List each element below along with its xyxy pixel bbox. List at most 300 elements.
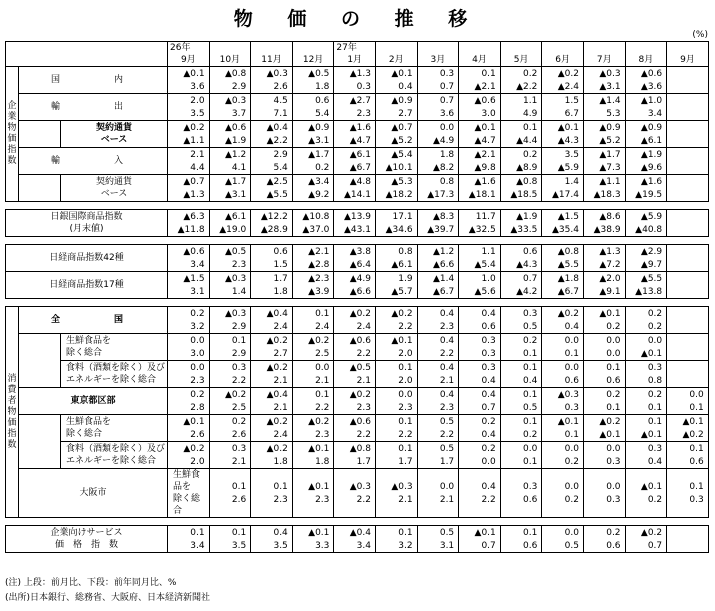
value-cell <box>292 415 334 442</box>
value-bottom: 0.1 <box>689 403 704 413</box>
value-cell <box>334 245 376 272</box>
value-top: 0.0 <box>439 482 455 492</box>
value-cell <box>251 94 293 121</box>
value-bottom: ▲1.1 <box>183 136 205 146</box>
header-month: 8月 <box>638 55 654 65</box>
value-bottom: 2.2 <box>231 376 247 386</box>
value-cell <box>375 442 417 469</box>
value-top: ▲0.3 <box>391 482 413 492</box>
value-bottom: 2.1 <box>439 495 455 505</box>
value-top: ▲3.4 <box>308 177 330 187</box>
value-top <box>667 361 704 374</box>
value-top: ▲6.3 <box>183 212 205 222</box>
value-top: 0.1 <box>398 417 413 427</box>
value-bottom: 2.1 <box>398 495 413 505</box>
value-top: ▲1.6 <box>474 177 496 187</box>
value-bottom: ▲34.6 <box>385 225 413 235</box>
value-bottom: 2.6 <box>231 430 247 440</box>
value-bottom: 2.2 <box>439 349 455 359</box>
value-top: 0.8 <box>439 177 455 187</box>
value-top: ▲0.9 <box>599 123 621 133</box>
value-bottom: 0.2 <box>647 495 663 505</box>
indent-cell <box>19 121 61 148</box>
value-bottom: 3.4 <box>190 541 205 551</box>
value-cell <box>292 121 334 148</box>
value-top: 0.3 <box>439 69 455 79</box>
value-cell <box>542 148 584 175</box>
value-top: 0.2 <box>647 309 663 319</box>
value-bottom: ▲4.4 <box>516 136 538 146</box>
value-top <box>667 67 704 80</box>
value-top: 0.0 <box>606 336 621 346</box>
value-top: 0.3 <box>481 336 496 346</box>
value-top: 0.2 <box>481 444 496 454</box>
value-cell <box>459 307 501 334</box>
value-bottom: ▲8.9 <box>516 163 538 173</box>
value-cell <box>542 272 584 299</box>
value-cell <box>500 121 542 148</box>
value-top: ▲0.2 <box>308 336 330 346</box>
value-cell <box>251 415 293 442</box>
value-top: ▲2.7 <box>349 96 371 106</box>
column-header <box>209 42 251 67</box>
value-cell <box>209 245 251 272</box>
value-cell <box>459 526 501 553</box>
row-t_shokuryo <box>6 442 709 469</box>
value-top: ▲0.1 <box>682 417 704 427</box>
value-cell <box>168 361 210 388</box>
value-top: ▲0.2 <box>640 528 663 538</box>
value-top: 1.8 <box>439 150 455 160</box>
value-bottom: 2.5 <box>231 403 247 413</box>
value-top: ▲0.2 <box>224 390 247 400</box>
value-bottom: ▲28.9 <box>260 225 288 235</box>
value-bottom: 3.6 <box>190 82 205 92</box>
value-bottom: 0.7 <box>439 82 455 92</box>
value-cell <box>542 210 584 237</box>
value-bottom <box>667 134 704 147</box>
value-cell <box>375 334 417 361</box>
value-cell <box>667 210 709 237</box>
value-bottom: ▲2.8 <box>308 260 330 270</box>
column-header <box>667 42 709 67</box>
header-year <box>293 42 334 54</box>
value-bottom: ▲9.1 <box>599 287 621 297</box>
value-top: ▲0.6 <box>349 417 371 427</box>
value-top: ▲2.5 <box>266 177 288 187</box>
value-top: ▲1.2 <box>224 150 247 160</box>
value-bottom: 2.9 <box>231 82 247 92</box>
column-header <box>583 42 625 67</box>
value-bottom <box>667 80 704 93</box>
value-bottom: 1.7 <box>356 457 371 467</box>
value-cell <box>459 469 501 518</box>
value-top: 0.0 <box>439 123 455 133</box>
value-cell <box>375 245 417 272</box>
value-cell <box>583 334 625 361</box>
value-cell <box>667 94 709 121</box>
value-cell <box>667 334 709 361</box>
value-cell <box>542 94 584 121</box>
value-cell <box>417 148 459 175</box>
value-top: ▲0.2 <box>183 123 205 133</box>
value-cell <box>168 121 210 148</box>
value-top: ▲8.3 <box>432 212 455 222</box>
value-bottom: ▲18.5 <box>510 190 538 200</box>
value-bottom: ▲6.4 <box>349 260 371 270</box>
value-bottom: ▲1.3 <box>183 190 205 200</box>
value-cell <box>500 94 542 121</box>
value-bottom: 0.3 <box>606 495 621 505</box>
value-cell <box>459 67 501 94</box>
value-cell <box>292 272 334 299</box>
value-bottom: 0.3 <box>356 82 371 92</box>
value-top: ▲0.8 <box>516 177 538 187</box>
value-bottom: ▲0.1 <box>640 430 663 440</box>
value-cell <box>667 469 709 518</box>
value-cell <box>292 94 334 121</box>
value-cell <box>334 94 376 121</box>
value-bottom: 0.4 <box>523 376 538 386</box>
header-year: 26年 <box>170 43 191 53</box>
value-top: ▲6.1 <box>224 212 247 222</box>
value-top: ▲0.9 <box>640 123 663 133</box>
value-cell <box>251 307 293 334</box>
value-bottom: ▲14.1 <box>344 190 371 200</box>
value-cell <box>168 210 210 237</box>
indent-cell <box>19 175 61 202</box>
value-cell <box>168 334 210 361</box>
value-bottom: ▲5.2 <box>391 136 413 146</box>
value-bottom: 0.6 <box>523 541 538 551</box>
value-cell <box>209 388 251 415</box>
value-bottom: 0.6 <box>606 376 621 386</box>
value-cell <box>500 210 542 237</box>
value-bottom <box>667 188 704 201</box>
value-cell <box>292 388 334 415</box>
value-cell <box>417 388 459 415</box>
value-bottom: 1.7 <box>398 457 413 467</box>
value-bottom: 2.1 <box>273 403 288 413</box>
value-cell <box>375 148 417 175</box>
value-bottom: 0.7 <box>647 541 663 551</box>
value-cell <box>209 526 251 553</box>
value-top: 0.3 <box>481 363 496 373</box>
value-bottom: ▲5.2 <box>599 136 621 146</box>
value-top: ▲0.8 <box>349 444 371 454</box>
value-bottom: 6.7 <box>564 109 579 119</box>
value-top: 0.3 <box>647 363 663 373</box>
header-month: 2月 <box>388 55 404 65</box>
header-month: 1月 <box>347 55 363 65</box>
value-top: 0.0 <box>398 390 413 400</box>
value-bottom: 0.2 <box>315 163 330 173</box>
value-top: 0.1 <box>523 417 538 427</box>
value-cell <box>168 245 210 272</box>
column-header <box>625 42 667 67</box>
value-bottom: ▲2.1 <box>474 82 496 92</box>
value-cell <box>542 388 584 415</box>
value-top: ▲1.4 <box>599 96 621 106</box>
value-cell <box>667 272 709 299</box>
value-bottom: ▲6.7 <box>349 163 371 173</box>
value-bottom: ▲5.4 <box>474 260 496 270</box>
value-cell <box>209 67 251 94</box>
value-cell <box>667 307 709 334</box>
value-cell <box>542 175 584 202</box>
value-top: ▲2.9 <box>640 247 663 257</box>
value-top <box>667 307 704 320</box>
value-top <box>667 272 704 285</box>
value-bottom: ▲5.5 <box>557 260 579 270</box>
value-bottom: ▲1.9 <box>224 136 247 146</box>
value-top: 0.4 <box>439 309 455 319</box>
value-bottom: ▲3.6 <box>640 82 663 92</box>
spacer-row <box>6 299 709 307</box>
value-cell <box>667 388 709 415</box>
value-cell <box>334 469 376 518</box>
value-top <box>667 94 704 107</box>
value-top: 2.0 <box>190 96 205 106</box>
value-bottom: 2.2 <box>481 495 496 505</box>
value-cell <box>375 415 417 442</box>
header-year <box>542 42 583 54</box>
value-top: 0.0 <box>315 363 330 373</box>
value-top <box>667 175 704 188</box>
indent-cell <box>19 442 61 469</box>
value-top: 0.6 <box>273 247 288 257</box>
value-cell <box>334 442 376 469</box>
value-bottom: 2.6 <box>231 495 247 505</box>
value-top <box>667 245 704 258</box>
value-cell <box>168 415 210 442</box>
value-bottom: 2.1 <box>231 457 247 467</box>
value-cell <box>334 334 376 361</box>
value-top: 0.1 <box>689 482 704 492</box>
value-bottom: 3.6 <box>439 109 455 119</box>
value-bottom: 0.7 <box>481 541 496 551</box>
value-top: ▲0.2 <box>266 444 288 454</box>
notes <box>5 576 210 606</box>
page-title: 物 価 の 推 移 <box>233 8 482 30</box>
value-top: 0.0 <box>523 444 538 454</box>
spacer <box>6 518 709 526</box>
value-cell <box>459 388 501 415</box>
value-bottom: ▲38.9 <box>593 225 621 235</box>
value-cell <box>667 245 709 272</box>
value-top: 0.2 <box>523 150 538 160</box>
value-bottom: ▲7.3 <box>599 163 621 173</box>
value-bottom: 2.3 <box>190 376 205 386</box>
value-cell <box>375 469 417 518</box>
row-label: 日経商品指数17種 <box>6 272 168 299</box>
value-bottom: 2.1 <box>439 376 455 386</box>
row-label: 契約通貨 ベース <box>61 175 168 202</box>
column-header <box>334 42 376 67</box>
value-top: 0.3 <box>523 309 538 319</box>
value-bottom: 0.2 <box>606 322 621 332</box>
header-year <box>376 42 417 54</box>
value-top: 0.0 <box>564 528 579 538</box>
value-bottom: ▲19.5 <box>635 190 663 200</box>
value-bottom: 0.1 <box>523 457 538 467</box>
indent-cell <box>19 415 61 442</box>
value-cell <box>292 210 334 237</box>
value-cell <box>251 272 293 299</box>
value-bottom: 0.5 <box>523 322 538 332</box>
value-bottom: 2.9 <box>231 322 247 332</box>
value-top: ▲0.4 <box>266 309 288 319</box>
value-cell <box>667 526 709 553</box>
value-bottom: 0.1 <box>606 403 621 413</box>
value-cell <box>168 442 210 469</box>
value-top: 0.1 <box>647 417 663 427</box>
value-top: 0.2 <box>523 336 538 346</box>
value-top: 0.4 <box>439 363 455 373</box>
value-bottom: 1.8 <box>315 82 330 92</box>
value-cell <box>459 210 501 237</box>
value-cell <box>625 361 667 388</box>
value-cell <box>459 121 501 148</box>
value-top: 3.5 <box>564 150 579 160</box>
value-bottom: 0.4 <box>481 430 496 440</box>
value-top: 0.0 <box>564 336 579 346</box>
value-top: ▲0.3 <box>266 69 288 79</box>
value-bottom: 2.3 <box>356 109 371 119</box>
value-bottom: 2.4 <box>356 322 371 332</box>
value-bottom: 0.0 <box>606 349 621 359</box>
value-top: ▲0.2 <box>349 309 371 319</box>
header-month: 12月 <box>302 55 324 65</box>
value-cell <box>417 210 459 237</box>
value-top: ▲0.3 <box>599 69 621 79</box>
value-cell <box>583 67 625 94</box>
value-cell <box>500 442 542 469</box>
value-bottom: 0.1 <box>647 403 663 413</box>
value-top: ▲0.9 <box>391 96 413 106</box>
value-bottom: 5.4 <box>315 109 330 119</box>
value-cell <box>583 121 625 148</box>
header-year <box>501 42 542 54</box>
value-bottom: 2.4 <box>273 430 288 440</box>
value-bottom: 2.3 <box>356 403 371 413</box>
value-bottom: ▲6.1 <box>391 260 413 270</box>
value-bottom: ▲3.1 <box>224 190 247 200</box>
value-top: 0.4 <box>481 482 496 492</box>
value-bottom: 1.4 <box>231 287 247 297</box>
value-cell <box>209 272 251 299</box>
value-cell <box>292 307 334 334</box>
value-top: ▲0.1 <box>183 69 205 79</box>
value-cell <box>542 121 584 148</box>
value-cell <box>583 272 625 299</box>
value-top: ▲4.8 <box>349 177 371 187</box>
value-bottom: ▲5.6 <box>474 287 496 297</box>
header-row <box>6 42 709 67</box>
row-label: 東京都区部 <box>19 388 168 415</box>
value-top: 0.1 <box>523 363 538 373</box>
value-top <box>667 148 704 161</box>
header-month: 5月 <box>513 55 529 65</box>
value-bottom: ▲6.7 <box>432 287 455 297</box>
header-year <box>584 42 625 54</box>
value-top: 0.0 <box>606 482 621 492</box>
value-top: ▲0.4 <box>266 123 288 133</box>
value-bottom: ▲4.7 <box>474 136 496 146</box>
value-bottom: 0.7 <box>481 403 496 413</box>
value-bottom: 0.2 <box>564 457 579 467</box>
row-label: 食料（酒類を除く）及び エネルギーを除く総合 <box>61 361 168 388</box>
value-cell <box>292 148 334 175</box>
value-top: ▲1.9 <box>516 212 538 222</box>
value-bottom: 2.3 <box>273 495 288 505</box>
value-bottom: 2.3 <box>231 260 247 270</box>
value-cell <box>542 307 584 334</box>
value-top: ▲0.2 <box>266 363 288 373</box>
value-top: 1.5 <box>564 96 579 106</box>
value-bottom: ▲40.8 <box>635 225 663 235</box>
value-bottom: 0.6 <box>481 322 496 332</box>
row-yushutsu <box>6 94 709 121</box>
value-bottom: ▲7.2 <box>599 260 621 270</box>
row-zenkoku <box>6 307 709 334</box>
value-bottom: 0.3 <box>564 403 579 413</box>
value-top: ▲0.2 <box>557 69 579 79</box>
value-bottom: 2.7 <box>398 109 413 119</box>
note-line: (出所)日本銀行、総務省、大阪府、日本経済新聞社 <box>5 593 211 603</box>
header-month: 10月 <box>219 55 241 65</box>
value-bottom: 2.2 <box>356 430 371 440</box>
row-label: 生鮮食品を 除く総合 <box>168 469 210 518</box>
value-bottom: ▲4.3 <box>557 136 579 146</box>
row-label: 企業向けサービス 価 格 指 数 <box>6 526 168 553</box>
value-cell <box>375 307 417 334</box>
value-bottom: 0.2 <box>647 322 663 332</box>
value-top: ▲2.1 <box>474 150 496 160</box>
value-cell <box>667 361 709 388</box>
value-cell <box>334 526 376 553</box>
value-cell <box>292 361 334 388</box>
value-bottom: ▲9.6 <box>640 163 663 173</box>
value-top: 0.1 <box>231 336 247 346</box>
value-bottom: ▲9.8 <box>474 163 496 173</box>
value-cell <box>417 67 459 94</box>
row-label: 食料（酒類を除く）及び エネルギーを除く総合 <box>61 442 168 469</box>
value-cell <box>500 469 542 518</box>
value-cell <box>334 361 376 388</box>
value-bottom: ▲3.9 <box>308 287 330 297</box>
value-bottom: ▲32.5 <box>468 225 496 235</box>
value-cell <box>417 415 459 442</box>
value-bottom: ▲0.2 <box>682 430 704 440</box>
value-cell <box>459 148 501 175</box>
row-label: 契約通貨 ベース <box>61 121 168 148</box>
value-cell <box>251 334 293 361</box>
value-bottom: 3.2 <box>398 541 413 551</box>
value-cell <box>292 469 334 518</box>
value-top: ▲0.2 <box>183 444 205 454</box>
value-bottom: 0.4 <box>647 457 663 467</box>
value-top: ▲0.4 <box>349 528 371 538</box>
row-keiyaku1 <box>6 121 709 148</box>
value-top: ▲1.3 <box>349 69 371 79</box>
value-cell <box>625 442 667 469</box>
value-cell <box>417 272 459 299</box>
value-cell <box>251 148 293 175</box>
value-bottom: 2.4 <box>315 322 330 332</box>
value-top: ▲0.2 <box>308 417 330 427</box>
value-top: 0.4 <box>439 390 455 400</box>
